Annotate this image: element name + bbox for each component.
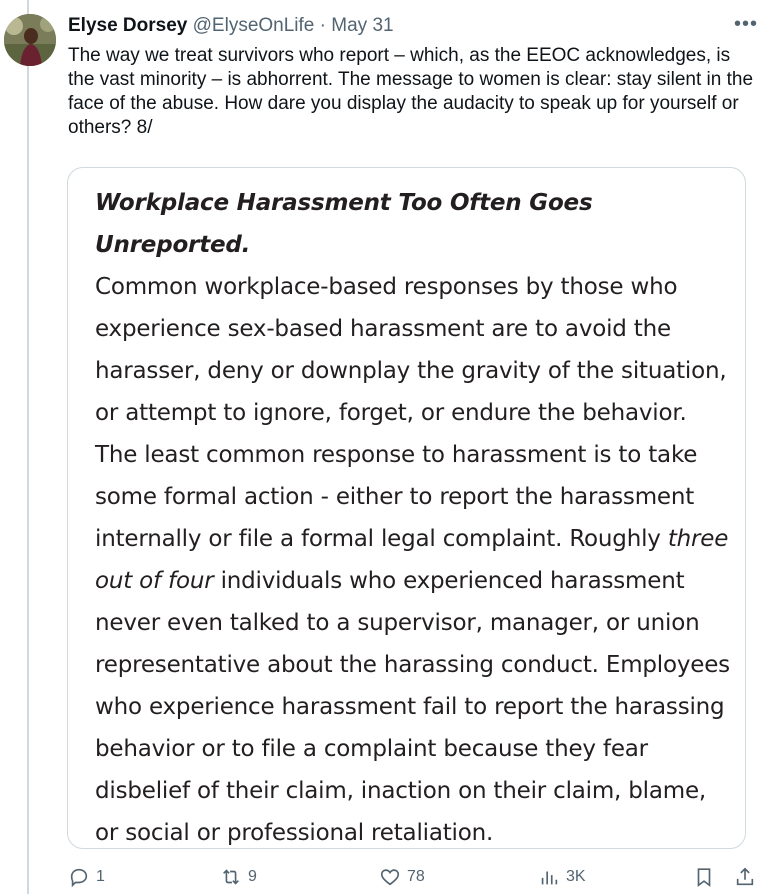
heart-icon <box>379 866 401 888</box>
document-body-part2: individuals who experienced harassment never even talked to a supervisor, manager, or union representative about the harassing conduct. Employees who experience harassment fail to report the harassing behavior or to file a complaint because they fear disbelief of their claim, inaction on their claim, blame, or social or professional retaliation. <box>95 568 730 846</box>
bookmark-button[interactable] <box>693 862 715 892</box>
document-title: Workplace Harassment Too Often Goes Unreported. <box>95 190 593 258</box>
author-name[interactable]: Elyse Dorsey <box>68 15 188 36</box>
tweet-text: The way we treat survivors who report – which, as the EEOC acknowledges, is the vast minority – is abhorrent. The message to women is clear: stay silent in the face of the abuse. How dare you display the audacity to speak up for yourself or others? 8/ <box>68 45 754 138</box>
action-bar <box>68 862 768 892</box>
bookmark-icon <box>693 866 715 888</box>
more-icon[interactable]: ••• <box>733 13 758 35</box>
repost-icon <box>220 866 242 888</box>
document-body <box>95 266 735 849</box>
media-image[interactable] <box>67 167 746 849</box>
document-emphasis: three out of four <box>95 526 729 594</box>
tweet-date[interactable]: May 31 <box>331 15 394 36</box>
document-excerpt <box>95 182 735 849</box>
views-icon <box>538 866 560 888</box>
document-body-part1: Common workplace-based responses by those who experience sex-based harassment are to avoid the harasser, deny or downplay the gravity of the situation, or attempt to ignore, forget, or endure the behavior. The least common response to harassment is to take some formal action - either to report the harassment internally or file a formal legal complaint. Roughly <box>95 274 727 552</box>
share-button[interactable] <box>734 862 756 892</box>
thread-connector-line <box>27 0 29 894</box>
reply-count: 1 <box>96 868 105 885</box>
repost-button[interactable] <box>220 862 257 892</box>
view-count: 3K <box>566 868 586 885</box>
share-icon <box>734 866 756 888</box>
like-count: 78 <box>407 868 425 885</box>
reply-button[interactable] <box>68 862 105 892</box>
tweet-header <box>68 14 756 38</box>
like-button[interactable] <box>379 862 425 892</box>
views-button[interactable] <box>538 862 586 892</box>
avatar[interactable] <box>4 14 56 66</box>
author-handle[interactable]: @ElyseOnLife <box>192 15 315 36</box>
separator-dot: · <box>319 15 326 36</box>
repost-count: 9 <box>248 868 257 885</box>
reply-icon <box>68 866 90 888</box>
